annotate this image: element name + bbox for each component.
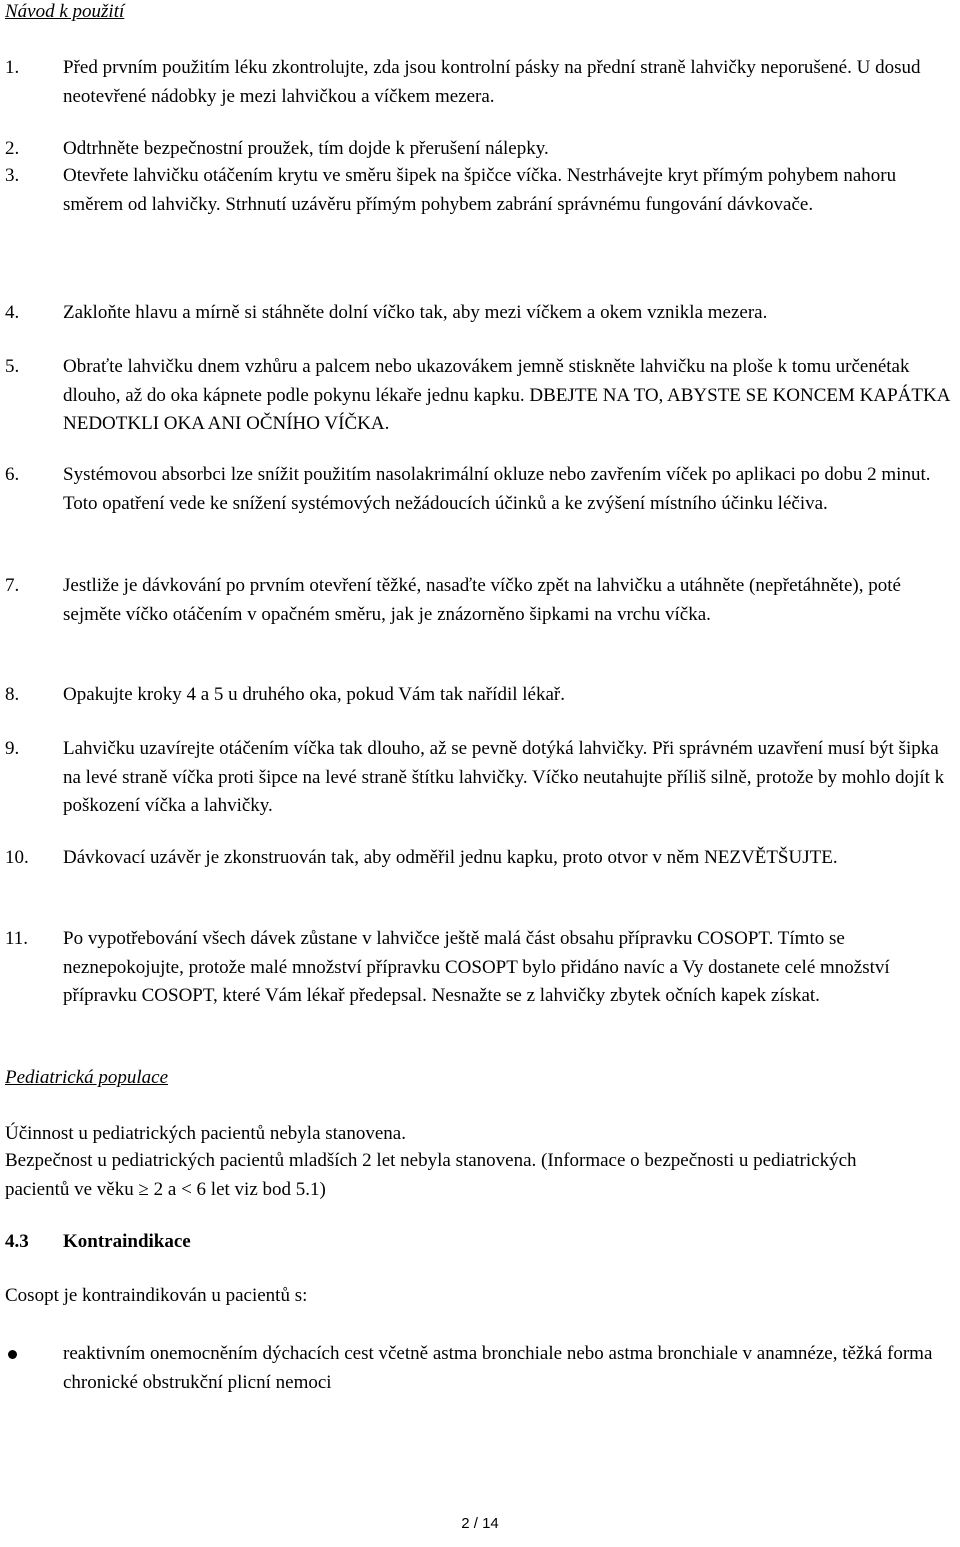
- contraindication-text: reaktivním onemocněním dýchacích cest včetně astma bronchiale nebo astma bronchiale v anamnéze, těžká forma chronické obstrukční plicní nemoci: [63, 1343, 933, 1393]
- step-number: 5.: [5, 356, 20, 377]
- section-heading: [5, 1230, 191, 1254]
- step-text: Dávkovací uzávěr je zkonstruován tak, aby odměřil jednu kapku, proto otvor v něm NEZVĚTŠUJTE.: [63, 847, 838, 868]
- step-number: 8.: [5, 684, 20, 705]
- pediatric-efficacy-text: Účinnost u pediatrických pacientů nebyla stanovena.: [5, 1123, 406, 1144]
- step-number: 6.: [5, 464, 20, 485]
- step-text: Otevřete lahvičku otáčením krytu ve směru šipek na špičce víčka. Nestrhávejte kryt přímým pohybem nahoru směrem od lahvičky. Strhnutí uzávěru přímým pohybem zabrání správnému fungování dávkovače.: [63, 165, 897, 215]
- section-number: 4.3: [5, 1231, 29, 1252]
- step-number: 2.: [5, 138, 20, 159]
- step-text: Systémovou absorbci lze snížit použitím nasolakrimální okluze nebo zavřením víček po aplikaci po dobu 2 minut. Toto opatření vede ke snížení systémových nežádoucích účinků a ke zvýšení místního účinku léčiva.: [63, 464, 931, 514]
- contraindication-intro: Cosopt je kontraindikován u pacientů s:: [5, 1285, 308, 1306]
- step-number: 11.: [5, 928, 29, 949]
- step-text: Opakujte kroky 4 a 5 u druhého oka, pokud Vám tak nařídil lékař.: [63, 684, 565, 705]
- section-title: Kontraindikace: [63, 1231, 191, 1252]
- page-number: 2 / 14: [461, 1515, 499, 1532]
- pediatric-safety-text: Bezpečnost u pediatrických pacientů mladších 2 let nebyla stanovena. (Informace o bezpečnosti u pediatrických pacientů ve věku ≥ 2 a < 6 let viz bod 5.1): [5, 1150, 857, 1200]
- step-text: Po vypotřebování všech dávek zůstane v lahvičce ještě malá část obsahu přípravku COSOPT. Tímto se neznepokojujte, protože malé množství přípravku COSOPT bylo přidáno navíc a Vy dostanete celé množství přípravku COSOPT, které Vám lékař předepsal. Nesnažte se z lahvičky zbytek očních kapek získat.: [63, 928, 890, 1006]
- step-number: 9.: [5, 738, 20, 759]
- step-text: Zakloňte hlavu a mírně si stáhněte dolní víčko tak, aby mezi víčkem a okem vznikla mezera.: [63, 302, 768, 323]
- step-number: 3.: [5, 165, 20, 186]
- step-text: Lahvičku uzavírejte otáčením víčka tak dlouho, až se pevně dotýká lahvičky. Při správném uzavření musí být šipka na levé straně víčka proti šipce na levé straně štítku lahvičky. Víčko neutahujte příliš silně, protože by mohlo dojít k poškození víčka a lahvičky.: [63, 738, 945, 816]
- step-number: 7.: [5, 575, 20, 596]
- step-number: 1.: [5, 57, 20, 78]
- pediatric-heading: Pediatrická populace: [5, 1067, 169, 1088]
- step-text: Před prvním použitím léku zkontrolujte, zda jsou kontrolní pásky na přední straně lahvičky neporušené. U dosud neotevřené nádobky je mezi lahvičkou a víčkem mezera.: [63, 57, 921, 107]
- step-number: 4.: [5, 302, 20, 323]
- step-text: Odtrhněte bezpečnostní proužek, tím dojde k přerušení nálepky.: [63, 138, 549, 159]
- step-text: Obraťte lahvičku dnem vzhůru a palcem nebo ukazovákem jemně stiskněte lahvičku na ploše k tomu určenétak dlouho, až do oka kápnete podle pokynu lékaře jednu kapku. DBEJTE NA TO, ABYSTE SE KONCEM KAPÁTKA NEDOTKLI OKA ANI OČNÍHO VÍČKA.: [63, 356, 950, 434]
- instructions-heading: Návod k použití: [5, 1, 125, 22]
- bullet-icon: [8, 1350, 17, 1359]
- step-number: 10.: [5, 847, 29, 868]
- step-text: Jestliže je dávkování po prvním otevření těžké, nasaďte víčko zpět na lahvičku a utáhněte (nepřetáhněte), poté sejměte víčko otáčením v opačném směru, jak je znázorněno šipkami na vrchu víčka.: [63, 575, 901, 625]
